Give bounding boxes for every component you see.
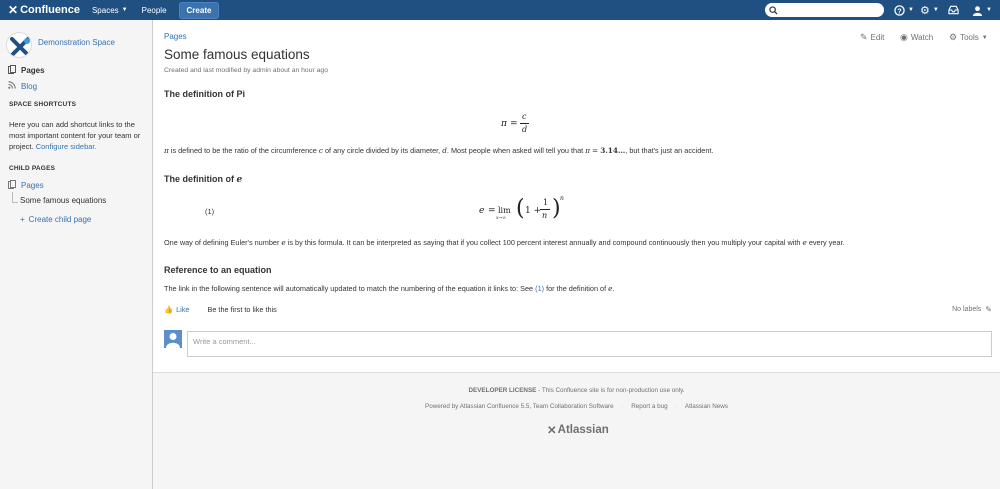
people-label: People	[141, 5, 167, 15]
chevron-down-icon: ▼	[986, 7, 992, 13]
like-button[interactable]	[164, 305, 189, 314]
powered-by-link[interactable]: Powered by Atlassian Confluence 5.5, Team Collaboration Software	[425, 403, 614, 410]
help-menu[interactable]	[894, 4, 914, 16]
edit-label: Edit	[870, 33, 885, 42]
create-child-page-link[interactable]	[20, 215, 91, 224]
heading-definition-e: The definition of e	[164, 174, 243, 185]
sidebar-item-label: Pages	[21, 66, 45, 75]
no-labels-text: No labels	[952, 306, 982, 313]
chevron-down-icon: ▼	[981, 34, 988, 41]
license-notice: DEVELOPER LICENSE - This Confluence site is for non-production use only.	[468, 387, 685, 394]
space-logo-icon	[7, 33, 32, 58]
chevron-down-icon: ▼	[932, 7, 939, 13]
space-shortcuts-heading: SPACE SHORTCUTS	[9, 101, 77, 108]
space-name-link[interactable]: Demonstration Space	[38, 38, 115, 47]
top-navigation-bar	[0, 0, 1000, 20]
atlassian-logo[interactable]	[547, 423, 609, 437]
svg-text:?: ?	[897, 5, 902, 15]
like-label: Like	[176, 305, 190, 314]
edit-button[interactable]	[860, 32, 884, 43]
gear-icon: ⚙	[920, 4, 930, 17]
footer-links: Powered by Atlassian Confluence 5.5, Team Collaboration Software · Report a bug · Atlassian News	[425, 403, 728, 410]
heading-definition-pi: The definition of Pi	[164, 89, 245, 99]
report-bug-link[interactable]: Report a bug	[631, 403, 668, 410]
notifications-button[interactable]	[948, 4, 959, 16]
pages-icon	[8, 65, 18, 76]
configure-sidebar-link[interactable]: Configure sidebar.	[35, 142, 97, 151]
avatar	[164, 330, 182, 348]
sidebar-item-label: Blog	[21, 81, 38, 91]
chevron-down-icon: ▼	[121, 7, 128, 13]
paragraph-pi: π is defined to be the ratio of the circumference c of any circle divided by its diameter, d. Most people when asked will tell you that π = 3.14…, but that's just an accident.	[164, 146, 714, 155]
child-tree-current-page[interactable]	[20, 196, 106, 205]
like-row	[164, 305, 277, 314]
page-footer	[153, 372, 1000, 489]
like-summary: Be the first to like this	[207, 305, 277, 314]
pencil-icon: ✎	[985, 305, 992, 314]
create-button[interactable]: Create	[179, 2, 220, 19]
paragraph-e: One way of defining Euler's number e is by this formula. It can be interpreted as saying that if you collect 100 percent interest annually and compound continuously then you multiply your capital with e every year.	[164, 238, 845, 247]
spaces-label: Spaces	[91, 5, 119, 15]
rss-icon	[8, 81, 18, 91]
atlassian-x-icon: ✕	[547, 425, 557, 437]
atlassian-news-link[interactable]: Atlassian News	[684, 403, 728, 410]
shortcuts-text: Here you can add shortcut links to the most important content for your team or project.	[9, 120, 141, 151]
create-child-page-label: Create child page	[28, 215, 92, 224]
equation-pi: π = c d	[501, 112, 528, 134]
current-page-label: Some famous equations	[20, 196, 107, 205]
space-logo[interactable]	[6, 32, 32, 58]
tools-label: Tools	[960, 33, 979, 42]
sidebar-item-pages[interactable]	[8, 65, 45, 76]
gear-icon: ⚙	[949, 32, 958, 42]
tree-connector	[12, 192, 18, 203]
watch-label: Watch	[910, 33, 934, 42]
pages-icon	[8, 180, 18, 191]
page-content	[153, 20, 1000, 489]
breadcrumb[interactable]: Pages	[164, 32, 187, 41]
search-input[interactable]	[765, 3, 884, 17]
tools-menu[interactable]	[949, 32, 988, 43]
logo-text: Confluence	[20, 4, 80, 16]
chevron-down-icon: ▼	[908, 7, 914, 13]
comment-input[interactable]: Write a comment...	[187, 331, 992, 357]
watch-button[interactable]	[900, 32, 933, 43]
labels-section[interactable]	[952, 305, 992, 314]
shortcuts-help-text	[9, 119, 144, 152]
plus-icon: +	[20, 215, 25, 224]
equation-e: e = lim x→∞ ( 1 + 1 n ) n	[479, 195, 564, 221]
inbox-icon	[948, 5, 959, 15]
user-icon	[972, 5, 983, 16]
heading-reference: Reference to an equation	[164, 265, 272, 275]
page-byline: Created and last modified by admin about an hour ago	[164, 67, 328, 74]
atlassian-brand: Atlassian	[557, 424, 609, 436]
confluence-x-icon: ✕	[8, 3, 19, 17]
page-title: Some famous equations	[164, 47, 310, 62]
settings-menu[interactable]	[920, 4, 939, 16]
child-pages-heading: CHILD PAGES	[9, 165, 56, 172]
eye-icon: ◉	[900, 32, 908, 42]
confluence-logo[interactable]	[8, 3, 80, 17]
sidebar-item-blog[interactable]	[8, 81, 37, 91]
space-sidebar	[0, 20, 153, 489]
thumbs-up-icon: 👍	[164, 305, 174, 314]
people-link[interactable]	[142, 6, 167, 15]
child-tree-pages[interactable]	[8, 180, 44, 191]
user-menu[interactable]	[972, 4, 992, 16]
equation-reference-link[interactable]: (1)	[535, 284, 545, 293]
child-tree-pages-label: Pages	[21, 181, 44, 190]
spaces-menu[interactable]	[92, 6, 128, 15]
paragraph-reference: The link in the following sentence will automatically updated to match the numbering of the equation it links to: See (1) for the definition of e.	[164, 284, 615, 293]
equation-number: (1)	[205, 207, 215, 216]
user-avatar-icon	[164, 330, 182, 348]
pencil-icon: ✎	[860, 32, 868, 42]
search-icon	[769, 6, 778, 15]
help-icon	[894, 5, 905, 16]
